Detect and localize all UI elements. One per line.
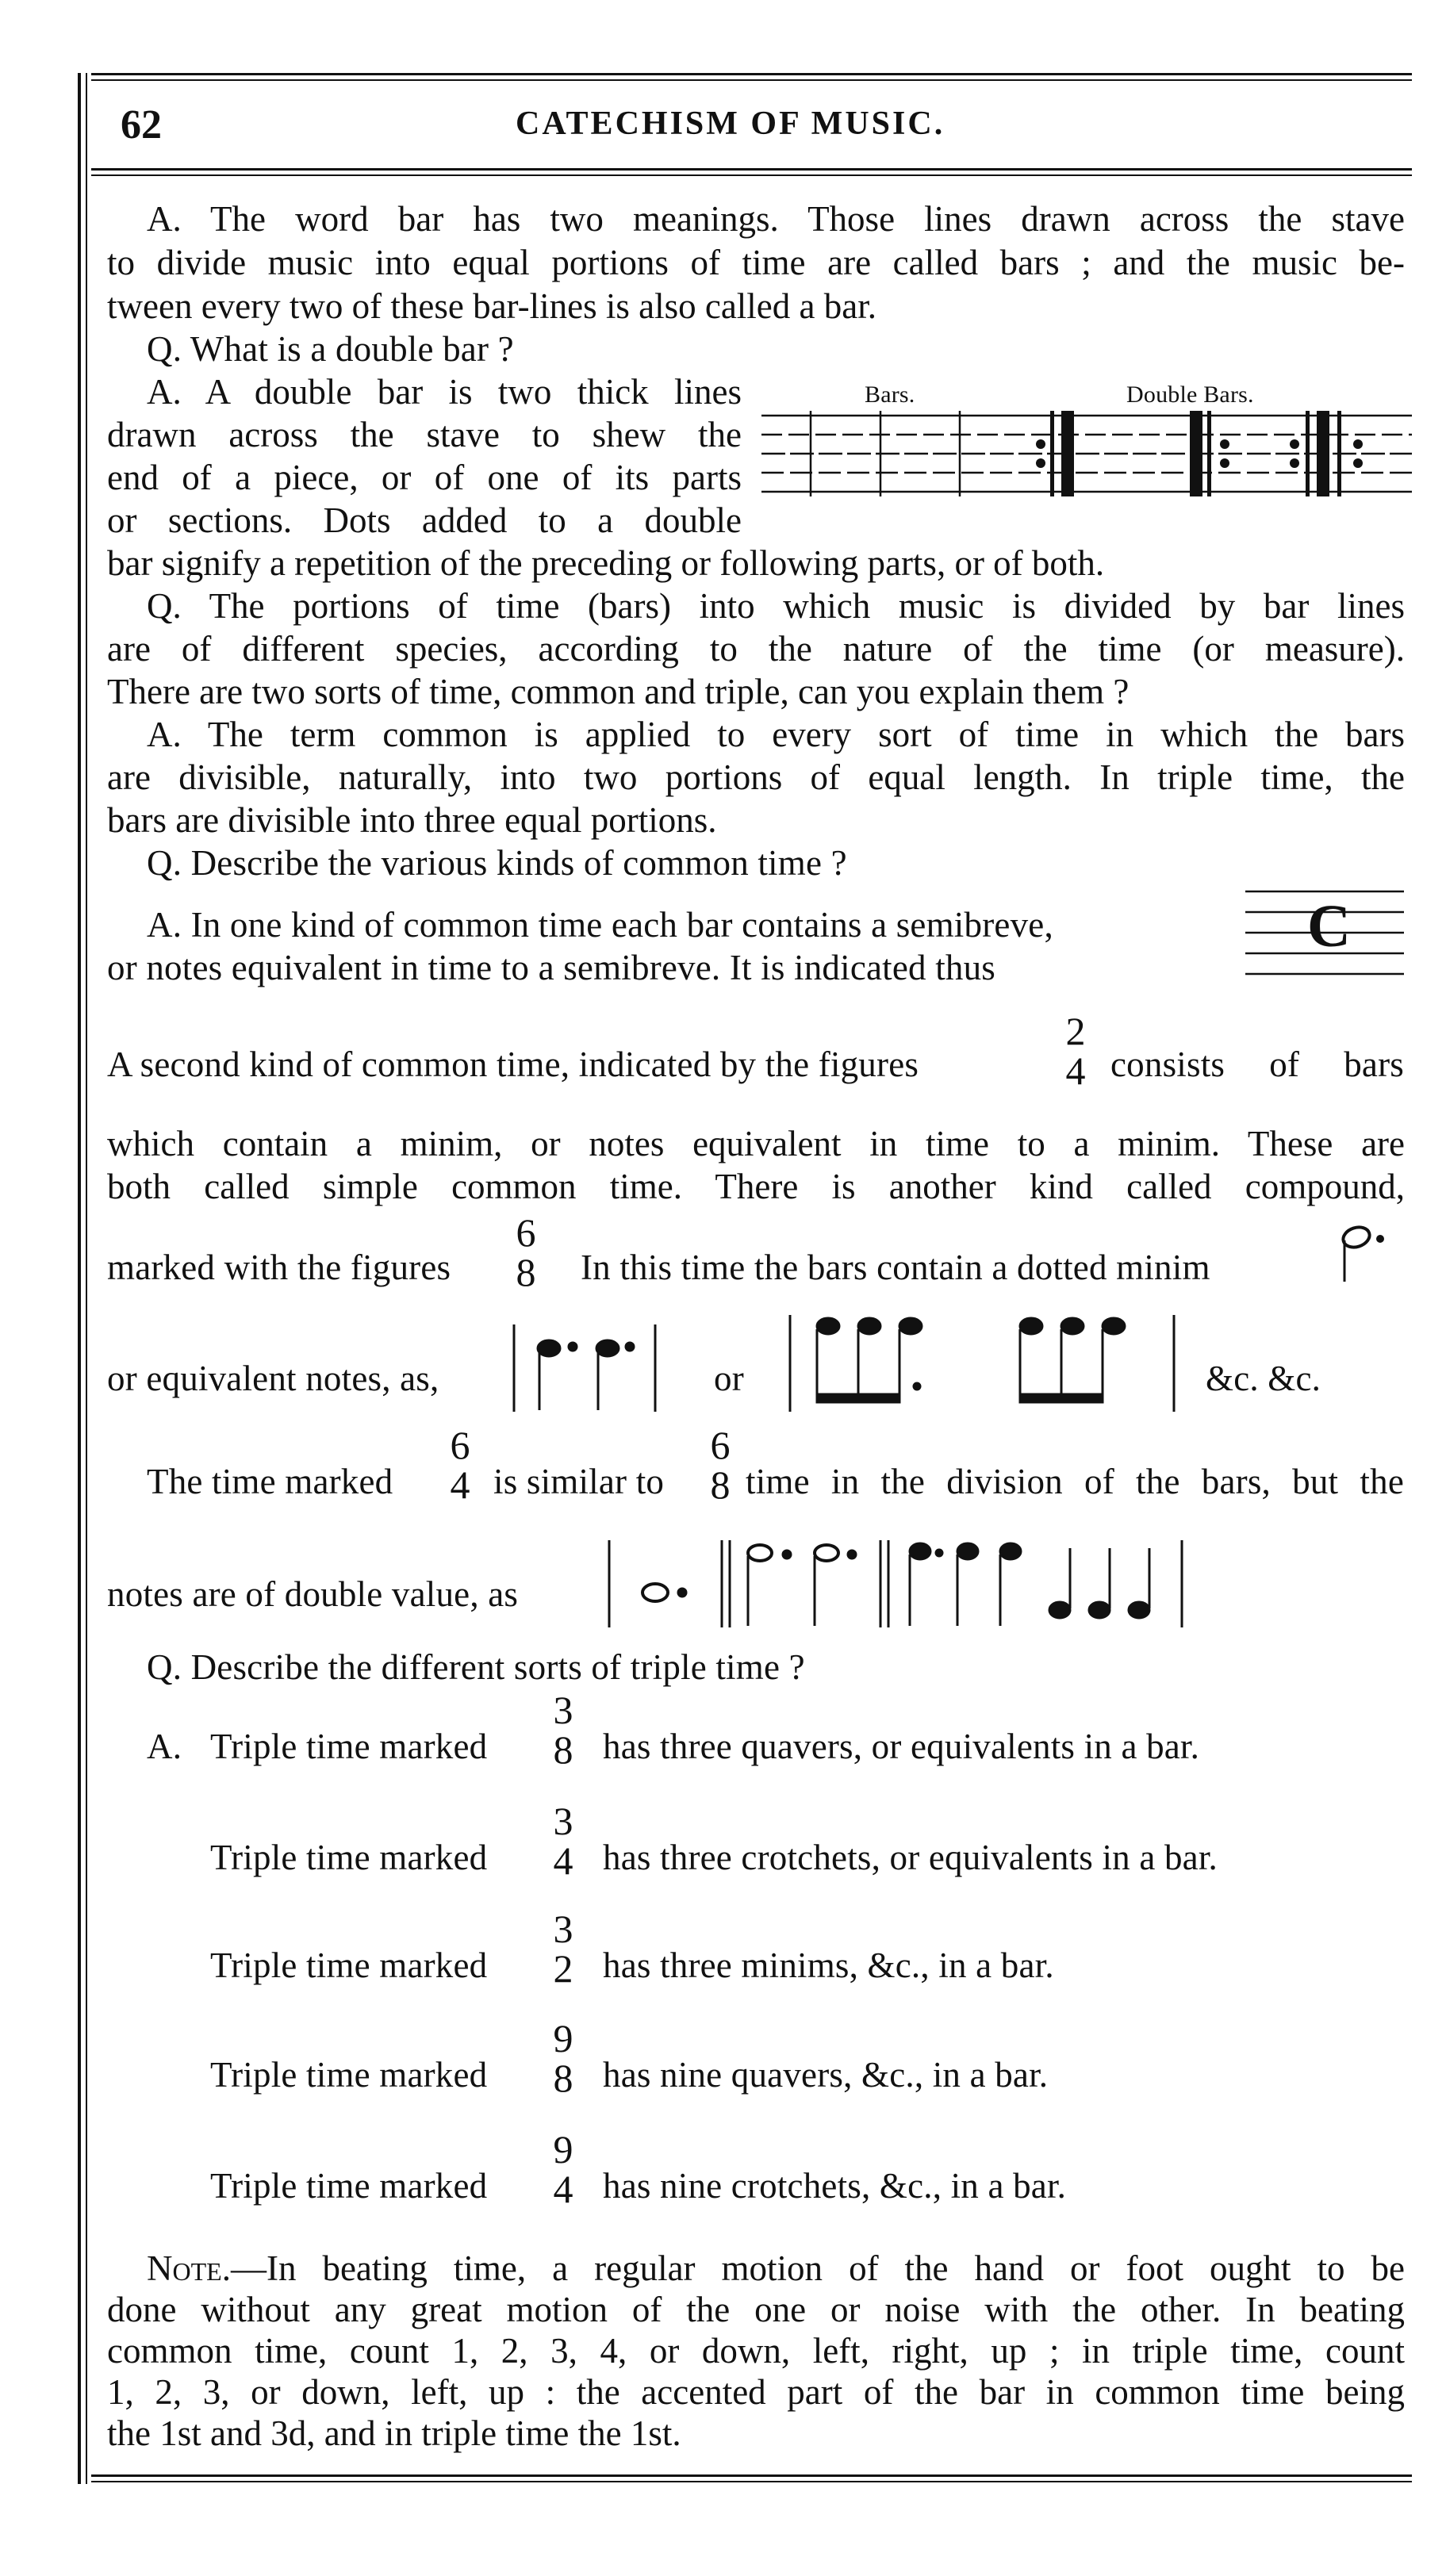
- time-signature-6-8-num: 6: [516, 1210, 536, 1255]
- time-signature-9-4-den: 4: [553, 2167, 573, 2211]
- time-signature-3-4-den: 4: [553, 1838, 573, 1883]
- second-kind-after: consists of bars: [1110, 1045, 1404, 1084]
- answer-common-line-1: A. The term common is applied to every sort of time in which the bars: [147, 715, 1405, 754]
- triple-desc: has three quavers, or equivalents in a bar.: [603, 1727, 1200, 1766]
- answer-double-bar-line-3: end of a piece, or of one of its parts: [107, 458, 742, 497]
- answer-bar-line-2: to divide music into equal portions of time are called bars ; and the music be-: [107, 243, 1405, 282]
- answer-common-line-3: bars are divisible into three equal portions.: [107, 800, 717, 840]
- header-bottom-rule: [91, 168, 1412, 171]
- figure-label-double-bars: Double Bars.: [1126, 381, 1254, 408]
- time-signature-3-2-num: 3: [553, 1907, 573, 1951]
- footer-rule: [91, 2474, 1412, 2477]
- header-top-rule-2: [91, 79, 1412, 81]
- question-portions-line-1: Q. The portions of time (bars) into which music is divided by bar lines: [147, 586, 1405, 626]
- note-line-3: common time, count 1, 2, 3, 4, or down, left, right, up ; in triple time, count: [107, 2331, 1405, 2371]
- note-line-1-text: —In beating time, a regular motion of the hand or foot ought to be: [230, 2248, 1405, 2288]
- triple-label: Triple time marked: [210, 1727, 488, 1766]
- question-common-kinds: Q. Describe the various kinds of common time ?: [147, 843, 847, 883]
- equivalent-notes-figure-1: [508, 1317, 666, 1420]
- equivalent-or: or: [714, 1359, 744, 1398]
- triple-label: Triple time marked: [210, 1945, 488, 1985]
- triple-label: Triple time marked: [210, 2166, 488, 2206]
- answer-common-line-2: are divisible, naturally, into two portions of equal length. In triple time, the: [107, 757, 1405, 797]
- answer-common-kinds-line-1: A. In one kind of common time each bar contains a semibreve,: [147, 905, 1053, 945]
- page-left-border-inner: [86, 73, 87, 2484]
- figure-label-bars: Bars.: [865, 381, 915, 408]
- time-signature-9-8-num: 9: [553, 2016, 573, 2060]
- bars-staff-figure: [761, 379, 1412, 522]
- page-left-border: [78, 73, 81, 2484]
- triple-label: Triple time marked: [210, 2055, 488, 2095]
- compound-after: In this time the bars contain a dotted minim: [581, 1248, 1210, 1287]
- answer-common-kinds-line-2: or notes equivalent in time to a semibreve. It is indicated thus: [107, 948, 996, 987]
- triple-prefix: A.: [147, 1727, 182, 1766]
- triple-desc: has nine crotchets, &c., in a bar.: [603, 2166, 1067, 2206]
- answer-bar-line-3: tween every two of these bar-lines is also called a bar.: [107, 286, 876, 326]
- note-line-2: done without any great motion of the one or noise with the other. In beating: [107, 2290, 1405, 2329]
- compound-text: marked with the figures: [107, 1248, 451, 1287]
- answer-bar-line-1: A. The word bar has two meanings. Those lines drawn across the stave: [147, 199, 1405, 239]
- time-signature-3-8-den: 8: [553, 1727, 573, 1772]
- time-signature-3-2-den: 2: [553, 1946, 573, 1991]
- question-portions-line-3: There are two sorts of time, common and triple, can you explain them ?: [107, 672, 1130, 711]
- header-bottom-rule-2: [91, 174, 1412, 176]
- common-time-symbol: C: [1307, 893, 1352, 960]
- note-line-1: [147, 2248, 1405, 2289]
- six-four-after: time in the division of the bars, but the: [746, 1462, 1404, 1501]
- time-signature-9-8-den: 8: [553, 2056, 573, 2100]
- time-signature-6-8-b-num: 6: [710, 1423, 731, 1467]
- second-kind-cont-line-2: both called simple common time. There is another kind called compound,: [107, 1167, 1405, 1206]
- time-signature-6-8-b-den: 8: [710, 1462, 731, 1507]
- time-signature-6-8-den: 8: [516, 1250, 536, 1294]
- triple-desc: has nine quavers, &c., in a bar.: [603, 2055, 1049, 2095]
- question-double-bar: Q. What is a double bar ?: [147, 329, 514, 369]
- six-four-text: The time marked: [147, 1462, 393, 1501]
- answer-double-bar-line-5: bar signify a repetition of the preceding or following parts, or of both.: [107, 543, 1105, 583]
- note-line-4: 1, 2, 3, or down, left, up : the accented part of the bar in common time being: [107, 2372, 1405, 2412]
- time-signature-6-4-num: 6: [450, 1423, 470, 1467]
- note-lead: Note.: [147, 2248, 231, 2288]
- equivalent-text: or equivalent notes, as,: [107, 1359, 439, 1398]
- time-signature-2-4-den: 4: [1065, 1048, 1086, 1093]
- footer-rule-2: [91, 2481, 1412, 2482]
- time-signature-3-8-num: 3: [553, 1688, 573, 1732]
- header-top-rule: [91, 73, 1412, 75]
- equivalent-notes-figure-2: [785, 1309, 1198, 1420]
- time-signature-6-4-den: 4: [450, 1462, 470, 1507]
- triple-desc: has three crotchets, or equivalents in a bar.: [603, 1838, 1218, 1877]
- question-triple: Q. Describe the different sorts of triple time ?: [147, 1647, 805, 1687]
- triple-desc: has three minims, &c., in a bar.: [603, 1945, 1054, 1985]
- second-kind-cont-line-1: which contain a minim, or notes equivalent in time to a minim. These are: [107, 1124, 1405, 1163]
- note-line-5: the 1st and 3d, and in triple time the 1st.: [107, 2413, 681, 2453]
- running-title: CATECHISM OF MUSIC.: [516, 105, 945, 142]
- answer-double-bar-line-1: A. A double bar is two thick lines: [147, 372, 742, 412]
- time-signature-2-4-num: 2: [1065, 1009, 1086, 1053]
- time-signature-9-4-num: 9: [553, 2127, 573, 2172]
- equivalent-etc: &c. &c.: [1206, 1359, 1321, 1398]
- answer-double-bar-line-2: drawn across the stave to shew the: [107, 415, 742, 454]
- time-signature-3-4-num: 3: [553, 1799, 573, 1843]
- double-value-text: notes are of double value, as: [107, 1574, 519, 1614]
- double-value-notes-figure: [603, 1532, 1253, 1635]
- page-number: 62: [121, 102, 162, 148]
- second-kind-text: A second kind of common time, indicated by the figures: [107, 1045, 919, 1084]
- triple-label: Triple time marked: [210, 1838, 488, 1877]
- six-four-mid: is similar to: [493, 1462, 665, 1501]
- answer-double-bar-line-4: or sections. Dots added to a double: [107, 500, 742, 540]
- question-portions-line-2: are of different species, according to the nature of the time (or measure).: [107, 629, 1405, 669]
- dotted-minim-icon: [1339, 1221, 1394, 1285]
